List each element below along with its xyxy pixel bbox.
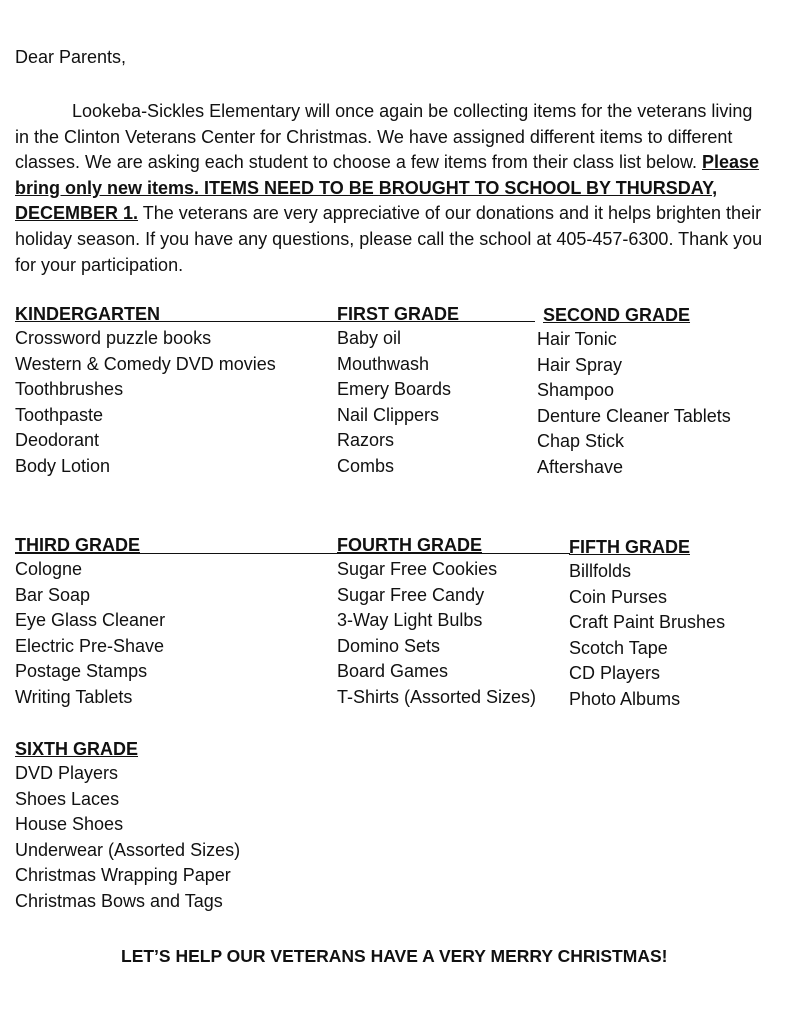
- sixth-grade-heading: SIXTH GRADE: [15, 739, 139, 759]
- third-grade-list: [15, 533, 165, 711]
- list-item: Razors: [337, 430, 395, 451]
- list-item: Cologne: [15, 559, 83, 579]
- list-item: Crossword puzzle books: [15, 328, 212, 348]
- list-item: Nail Clippers: [337, 404, 440, 425]
- list-item: Chap Stick: [537, 431, 625, 452]
- first-grade-heading: FIRST GRADE: [337, 304, 460, 324]
- list-item: Coin Purses: [569, 586, 668, 607]
- list-item: House Shoes: [15, 814, 124, 835]
- list-item: Scotch Tape: [569, 637, 668, 658]
- list-item: Hair Tonic: [537, 329, 617, 349]
- kindergarten-list: [15, 302, 276, 480]
- list-item: Emery Boards: [337, 379, 452, 400]
- paragraph-emphasis: Please bring only new items. ITEMS NEED TO BE BROUGHT TO SCHOOL BY THURSDAY, DECEMBER 1.: [15, 152, 760, 224]
- third-grade-heading: THIRD GRADE: [15, 535, 140, 555]
- list-item: Aftershave: [537, 456, 624, 477]
- list-item: Mouthwash: [337, 353, 430, 374]
- list-item: Board Games: [337, 661, 449, 682]
- list-item: Underwear (Assorted Sizes): [15, 839, 241, 860]
- list-item: Postage Stamps: [15, 661, 148, 682]
- sixth-grade-list: [15, 737, 240, 915]
- list-item: Toothpaste: [15, 404, 104, 425]
- list-item: Electric Pre-Shave: [15, 635, 165, 656]
- list-item: 3-Way Light Bulbs: [337, 610, 483, 631]
- list-item: Combs: [337, 455, 395, 476]
- list-item: Sugar Free Candy: [337, 584, 485, 605]
- list-item: Shoes Laces: [15, 788, 120, 809]
- list-item: Billfolds: [569, 561, 632, 581]
- list-item: T-Shirts (Assorted Sizes): [337, 686, 537, 707]
- list-item: Domino Sets: [337, 635, 441, 656]
- letter-body-paragraph: [15, 99, 771, 278]
- list-item: Sugar Free Cookies: [337, 559, 498, 579]
- list-item: Baby oil: [337, 328, 402, 348]
- letter-greeting: Dear Parents,: [15, 47, 127, 67]
- fifth-grade-list: [569, 535, 725, 713]
- list-item: Deodorant: [15, 430, 100, 451]
- list-item: Western & Comedy DVD movies: [15, 353, 276, 374]
- list-item: Denture Cleaner Tablets: [537, 405, 731, 426]
- list-item: Writing Tablets: [15, 686, 133, 707]
- second-grade-list: [537, 303, 731, 481]
- fourth-grade-heading: FOURTH GRADE: [337, 535, 482, 555]
- list-item: Toothbrushes: [15, 379, 124, 400]
- kindergarten-heading: KINDERGARTEN: [15, 304, 161, 324]
- first-grade-list: [337, 302, 459, 480]
- list-item: Eye Glass Cleaner: [15, 610, 166, 631]
- list-item: Christmas Bows and Tags: [15, 890, 223, 911]
- second-grade-heading: SECOND GRADE: [543, 305, 691, 325]
- closing-message: LET’S HELP OUR VETERANS HAVE A VERY MERRY CHRISTMAS!: [121, 946, 668, 966]
- list-item: Body Lotion: [15, 455, 111, 476]
- list-item: DVD Players: [15, 763, 119, 783]
- list-item: Bar Soap: [15, 584, 91, 605]
- list-item: Hair Spray: [537, 354, 623, 375]
- list-item: Christmas Wrapping Paper: [15, 865, 231, 886]
- fourth-grade-list: [337, 533, 536, 711]
- list-item: Craft Paint Brushes: [569, 612, 726, 633]
- paragraph-intro: Lookeba-Sickles Elementary will once again be collecting items for the veterans living in the Clinton Veterans Center for Christmas. We have assigned different items to different classes. We are asking each student to choose a few items from their class list below.: [15, 101, 753, 173]
- fifth-grade-heading: FIFTH GRADE: [569, 537, 690, 557]
- paragraph-outro: The veterans are very appreciative of our donations and it helps brighten their holiday season. If you have any questions, please call the school at 405-457-6300. Thank you for your participation.: [15, 203, 763, 275]
- list-item: Shampoo: [537, 380, 615, 401]
- list-item: CD Players: [569, 663, 661, 684]
- list-item: Photo Albums: [569, 688, 681, 709]
